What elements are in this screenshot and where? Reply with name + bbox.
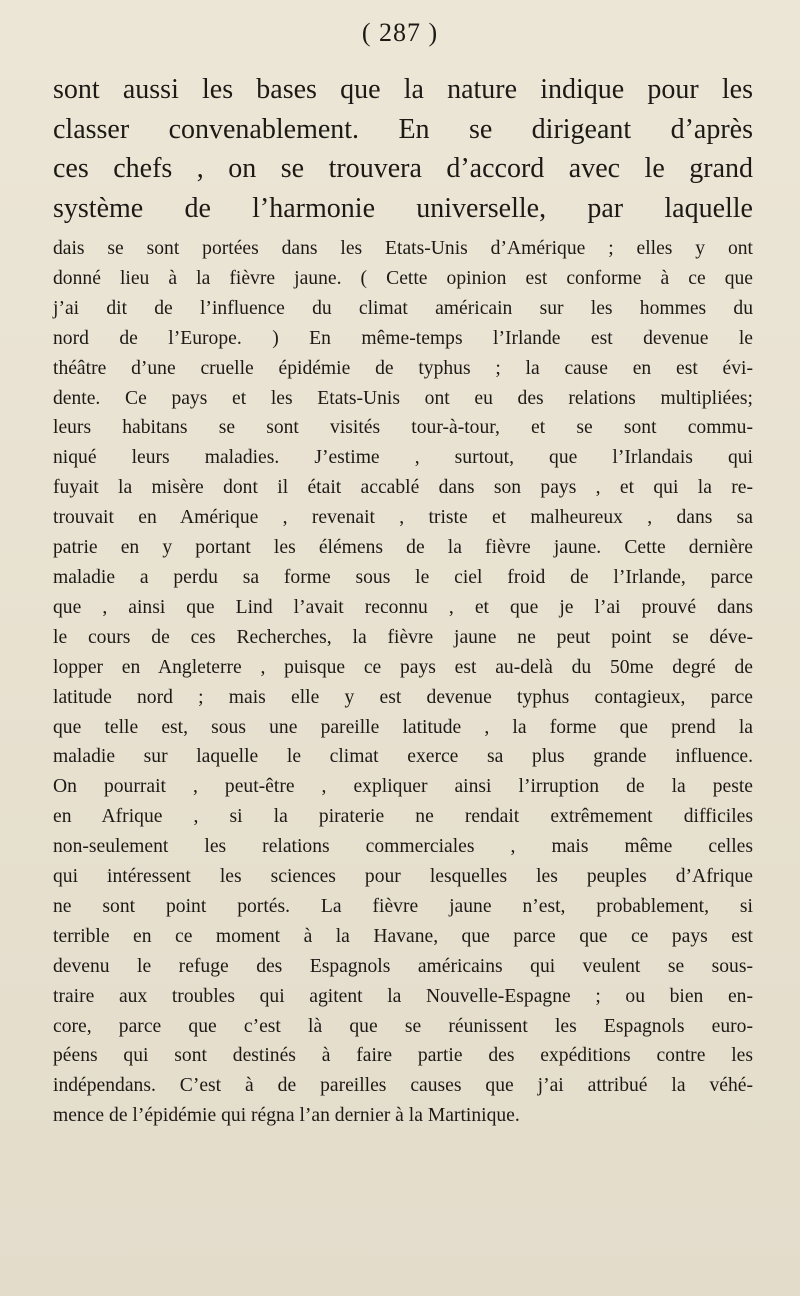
lead-paragraph: [53, 70, 753, 228]
text-line: trouvait en Amérique , revenait , triste et malheureux , dans sa: [53, 507, 753, 529]
text-line: théâtre d’une cruelle épidémie de typhus ; la cause en est évi-: [53, 357, 753, 379]
text-line: que telle est, sous une pareille latitude , la forme que prend la: [53, 716, 753, 738]
text-line: qui intéressent les sciences pour lesquelles les peuples d’Afrique: [53, 866, 753, 888]
text-line: niqué leurs maladies. J’estime , surtout, que l’Irlandais qui: [53, 447, 753, 469]
text-line: nord de l’Europe. ) En même-temps l’Irlande est devenue le: [53, 327, 753, 349]
text-line: que , ainsi que Lind l’avait reconnu , et que je l’ai prouvé dans: [53, 596, 753, 618]
text-line: j’ai dit de l’influence du climat américain sur les hommes du: [53, 297, 753, 319]
text-line: dais se sont portées dans les Etats-Unis d’Amérique ; elles y ont: [53, 238, 753, 259]
text-line: donné lieu à la fièvre jaune. ( Cette opinion est conforme à ce que: [53, 267, 753, 289]
text-line: leurs habitans se sont visités tour-à-tour, et se sont commu-: [53, 417, 753, 439]
footnote-paragraph: [53, 234, 753, 1131]
text-line: patrie en y portant les élémens de la fièvre jaune. Cette dernière: [53, 537, 753, 559]
text-line: mence de l’épidémie qui régna l’an dernier à la Martinique.: [53, 1105, 520, 1127]
text-line: ne sont point portés. La fièvre jaune n’est, probablement, si: [53, 895, 753, 917]
text-line: le cours de ces Recherches, la fièvre jaune ne peut point se déve-: [53, 626, 753, 648]
lead-line: ces chefs , on se trouvera d’accord avec le grand: [53, 153, 753, 184]
text-line: latitude nord ; mais elle y est devenue typhus contagieux, parce: [53, 686, 753, 708]
text-line: indépendans. C’est à de pareilles causes que j’ai attribué la véhé-: [53, 1075, 753, 1097]
lead-line: système de l’harmonie universelle, par laquelle: [53, 192, 753, 224]
text-line: maladie sur laquelle le climat exerce sa plus grande influence.: [53, 746, 753, 768]
text-line: devenu le refuge des Espagnols américains qui veulent se sous-: [53, 955, 753, 977]
text-line: fuyait la misère dont il était accablé dans son pays , et qui la re-: [53, 477, 753, 499]
lead-line: classer convenablement. En se dirigeant d’après: [53, 113, 753, 145]
lead-line: sont aussi les bases que la nature indique pour les: [53, 74, 753, 105]
text-line: maladie a perdu sa forme sous le ciel froid de l’Irlande, parce: [53, 566, 753, 588]
text-line: péens qui sont destinés à faire partie des expéditions contre les: [53, 1045, 753, 1067]
text-line: On pourrait , peut-être , expliquer ainsi l’irruption de la peste: [53, 776, 753, 798]
text-line: en Afrique , si la piraterie ne rendait extrêmement difficiles: [53, 806, 753, 828]
text-line: traire aux troubles qui agitent la Nouvelle-Espagne ; ou bien en-: [53, 985, 753, 1007]
text-line: non-seulement les relations commerciales , mais même celles: [53, 836, 753, 858]
text-line: terrible en ce moment à la Havane, que parce que ce pays est: [53, 925, 753, 947]
page-number: ( 287 ): [361, 18, 439, 47]
text-line: core, parce que c’est là que se réunissent les Espagnols euro-: [53, 1015, 753, 1037]
text-line: lopper en Angleterre , puisque ce pays est au-delà du 50me degré de: [53, 656, 753, 678]
text-line: dente. Ce pays et les Etats-Unis ont eu des relations multipliées;: [53, 387, 753, 409]
